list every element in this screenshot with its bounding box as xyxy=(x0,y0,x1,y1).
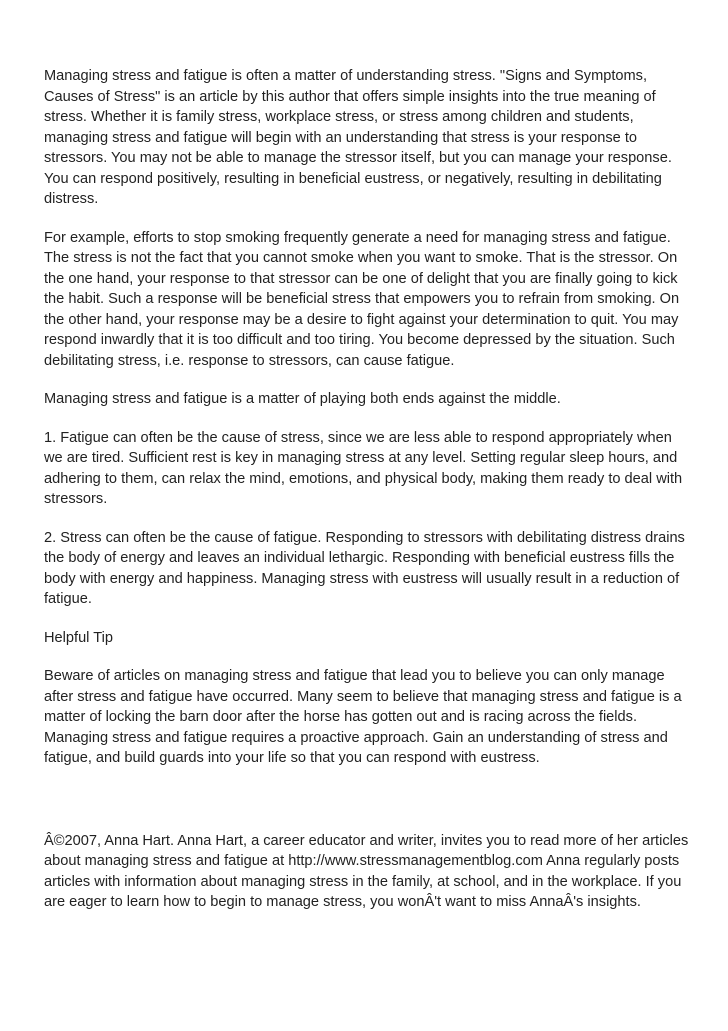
paragraph-point-2: 2. Stress can often be the cause of fatigue. Responding to stressors with debilitating distress drains the body of energy and leaves an individual lethargic. Responding with beneficial eustress fills the body with energy and happiness. Managing stress with eustress will usually result in a reduction of fatigue. xyxy=(44,529,685,607)
author-footer: Â©2007, Anna Hart. Anna Hart, a career educator and writer, invites you to read more of her articles about managing stress and fatigue at http://www.stressmanagementblog.com Anna regularly posts articles with information about managing stress in the family, at school, and in the workplace. If you are eager to learn how to begin to manage stress, you wonÂ't want to miss AnnaÂ's insights. xyxy=(44,832,689,910)
paragraph-both-ends: Managing stress and fatigue is a matter of playing both ends against the middle. xyxy=(44,391,561,407)
section-spacer xyxy=(44,787,692,831)
paragraph-smoking-example: For example, efforts to stop smoking frequently generate a need for managing stress and fatigue. The stress is not the fact that you cannot smoke when you want to smoke. That is the stressor. On the one hand, your response to that stressor can be one of delight that you are finally going to kick the habit. Such a response will be beneficial stress that empowers you to refrain from smoking. On the other hand, your response may be a desire to fight against your determination to quit. You may respond inwardly that it is too difficult and too tiring. You become depressed by the situation. Such debilitating stress, i.e. response to stressors, can cause fatigue. xyxy=(44,229,680,369)
paragraph-intro: Managing stress and fatigue is often a matter of understanding stress. "Signs and Symptoms, Causes of Stress" is an article by this author that offers simple insights into the true meaning of stress. Whether it is family stress, workplace stress, or stress among children and students, managing stress and fatigue will begin with an understanding that stress is your response to stressors. You may not be able to manage the stressor itself, but you can manage your response. You can respond positively, resulting in beneficial eustress, or negatively, resulting in debilitating distress. xyxy=(44,68,672,207)
paragraph-helpful-tip: Beware of articles on managing stress and fatigue that lead you to believe you can only manage after stress and fatigue have occurred. Many seem to believe that managing stress and fatigue is a matter of locking the barn door after the horse has gotten out and is racing across the fields. Managing stress and fatigue requires a proactive approach. Gain an understanding of stress and fatigue, and build guards into your life so that you can respond with eustress. xyxy=(44,668,682,766)
paragraph-point-1: 1. Fatigue can often be the cause of stress, since we are less able to respond appropriately when we are tired. Sufficient rest is key in managing stress at any level. Setting regular sleep hours, and adhering to them, can relax the mind, emotions, and physical body, making them ready to deal with stressors. xyxy=(44,429,683,507)
section-heading-helpful-tip: Helpful Tip xyxy=(44,629,113,646)
document-body xyxy=(44,66,692,931)
